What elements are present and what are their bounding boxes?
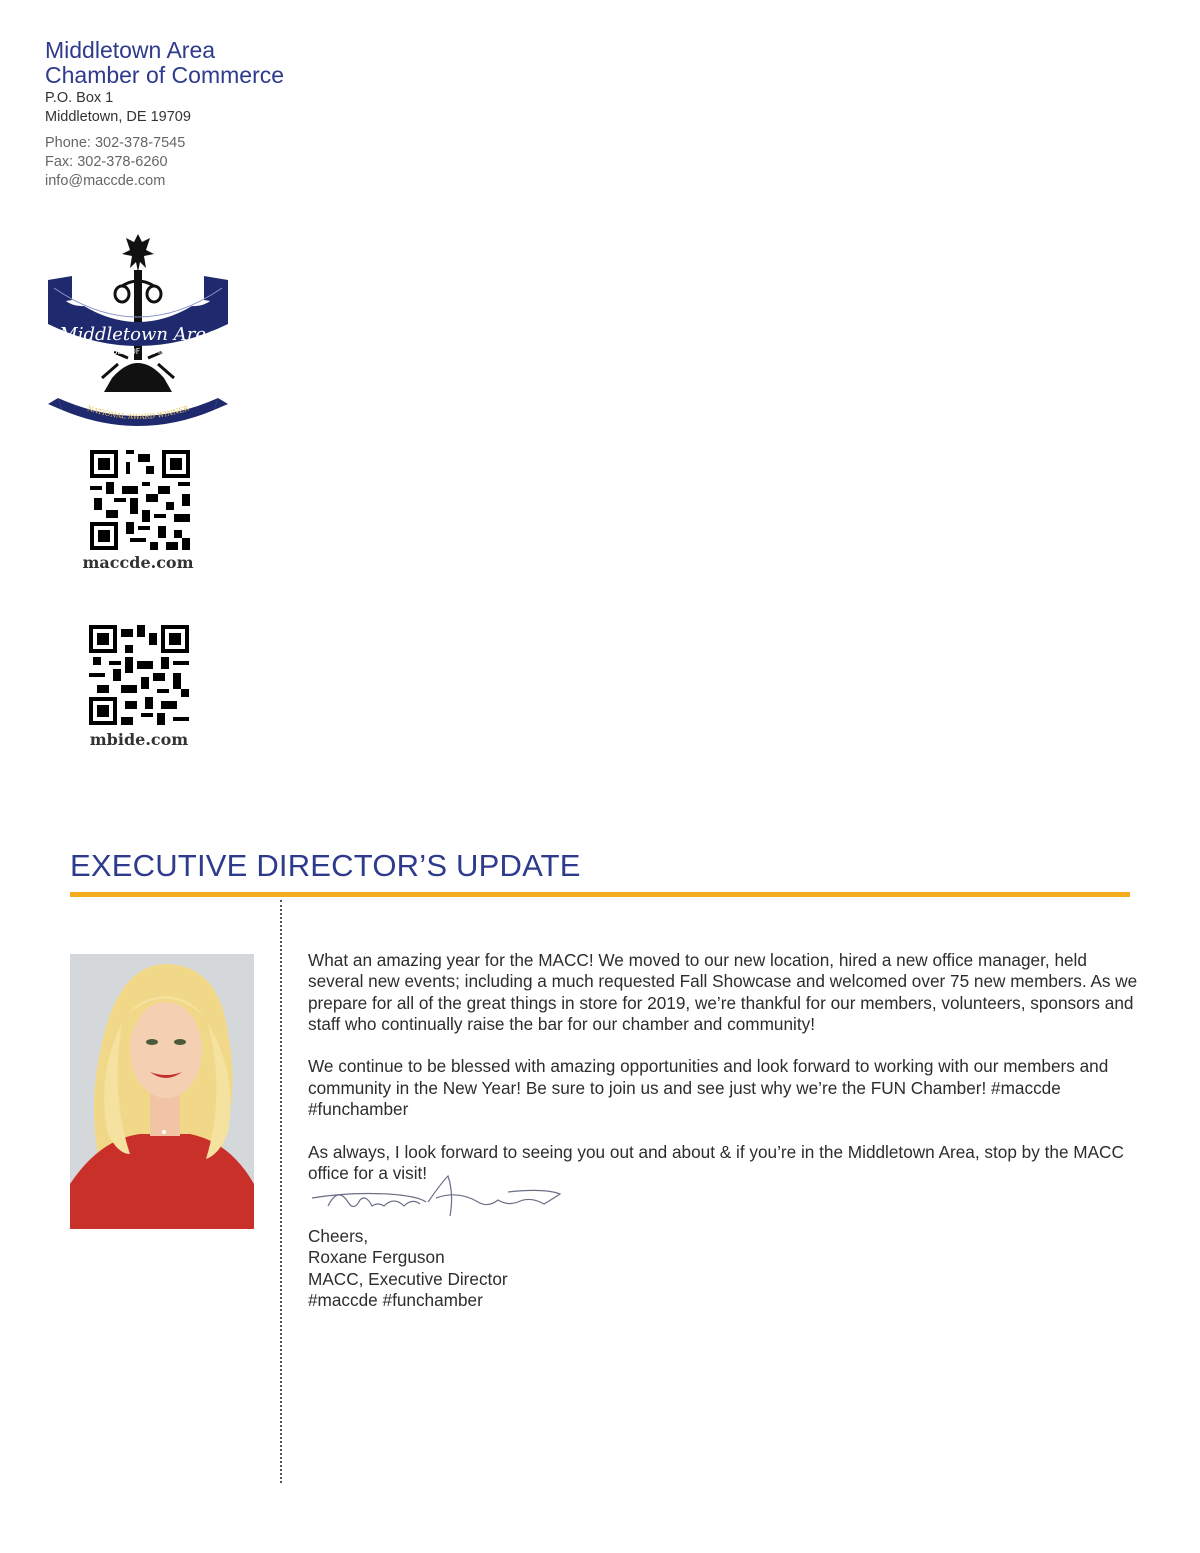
section-title: EXECUTIVE DIRECTOR’S UPDATE xyxy=(70,848,581,883)
letter-signoff xyxy=(308,1226,508,1311)
fax-number: Fax: 302-378-6260 xyxy=(45,154,168,170)
signature-icon xyxy=(308,1172,568,1224)
email-address: info@maccde.com xyxy=(45,173,166,189)
qr-label-mbide[interactable]: mbide.com xyxy=(89,730,189,749)
section-divider xyxy=(70,892,1130,897)
logo-ribbon-text: NATIONAL AWARD WINNER xyxy=(86,404,190,422)
signer-name: Roxane Ferguson xyxy=(308,1247,445,1268)
qr-label-maccde[interactable]: maccde.com xyxy=(82,553,194,572)
contact-info xyxy=(45,134,185,191)
signer-hashtags: #maccde #funchamber xyxy=(308,1289,483,1310)
letter-paragraph: As always, I look forward to seeing you out and about & if you’re in the Middletown Area, stop by the MACC office for a visit! xyxy=(308,1141,1124,1183)
chamber-logo-icon xyxy=(42,228,234,428)
column-divider xyxy=(280,900,282,1483)
letter-paragraph: What an amazing year for the MACC! We moved to our new location, hired a new office manager, held several new events; including a much requested Fall Showcase and welcomed over 75 new members. As we prepare for all of the great things in store for 2019, we’re thankful for our members, volunteers, sponsors and staff who continually raise the bar for our chamber and community! xyxy=(308,950,1138,1034)
logo-banner-subtext: CHAMBER OF COMMERCE xyxy=(89,347,187,356)
phone-number: Phone: 302-378-7545 xyxy=(45,135,186,151)
qr-code-icon[interactable] xyxy=(89,625,189,725)
logo-banner-text: Middletown Area xyxy=(59,324,217,345)
organization-name xyxy=(45,38,365,88)
letter-paragraph: We continue to be blessed with amazing opportunities and look forward to working with our members and community in the New Year! Be sure to join us and see just why we’re the FUN Chamber! #maccde #funchamber xyxy=(308,1056,1109,1120)
portrait-photo-icon xyxy=(70,954,254,1229)
address-line1: P.O. Box 1 xyxy=(45,90,114,106)
letter-body xyxy=(308,950,1138,1206)
closing-text: Cheers, xyxy=(308,1226,369,1246)
signer-title: MACC, Executive Director xyxy=(308,1268,508,1289)
org-name-line2: Chamber of Commerce xyxy=(45,62,285,88)
qr-code-icon[interactable] xyxy=(90,450,190,550)
address-line2: Middletown, DE 19709 xyxy=(45,109,191,125)
mailing-address xyxy=(45,89,191,127)
org-name-line1: Middletown Area xyxy=(45,37,216,63)
